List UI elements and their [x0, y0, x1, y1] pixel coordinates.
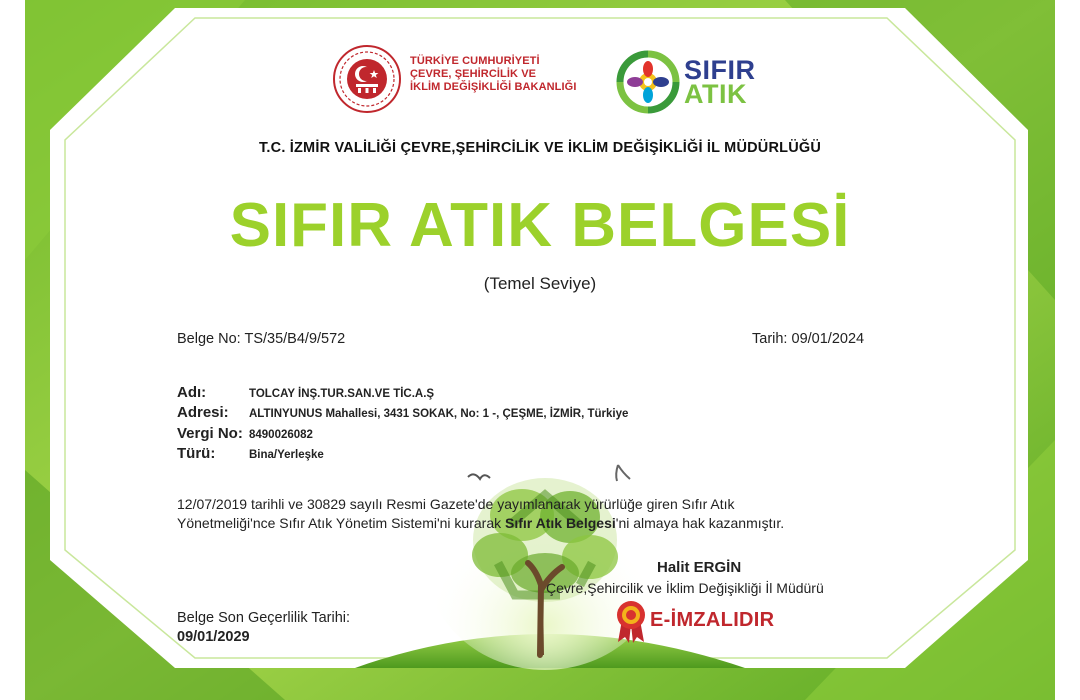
statement-bold-phrase: Sıfır Atık Belgesi [505, 515, 616, 531]
tax-number-value: 8490026082 [249, 429, 313, 441]
signatory-title: Çevre,Şehircilik ve İklim Değişikliği İl Müdürü [546, 580, 824, 596]
directorate-heading: T.C. İZMİR VALİLİĞİ ÇEVRE,ŞEHİRCİLİK VE İKLİM DEĞİŞİKLİĞİ İL MÜDÜRLÜĞÜ [258, 140, 822, 156]
type-label: Türü: [177, 445, 216, 462]
statement-line-1: 12/07/2019 tarihli ve 30829 sayılı Resmi Gazete'de yayımlanarak yürürlüğe giren Sıfır Atık [177, 496, 735, 512]
address-value: ALTINYUNUS Mahallesi, 3431 SOKAK, No: 1 -, ÇEŞME, İZMİR, Türkiye [249, 408, 629, 420]
document-number-value: TS/35/B4/9/572 [244, 331, 346, 347]
zero-waste-logo-text [684, 55, 764, 109]
logo-word-atik: ATIK [684, 79, 747, 109]
ministry-emblem-icon [332, 44, 402, 114]
document-date-label: Tarih: [752, 331, 788, 347]
certificate-title: SIFIR ATIK BELGESİ [229, 191, 851, 260]
certificate-level: (Temel Seviye) [483, 274, 597, 293]
statement-line-2-end: 'ni almaya hak kazanmıştır. [615, 515, 785, 531]
zero-waste-logo-icon [616, 50, 680, 114]
address-label: Adresi: [177, 404, 229, 421]
statement-line-2 [177, 514, 897, 533]
validity-date: 09/01/2029 [177, 629, 250, 645]
ministry-line-2: ÇEVRE, ŞEHİRCİLİK VE [410, 68, 537, 80]
logo-word-sifir: SIFIR [684, 55, 756, 85]
document-number-label: Belge No: [177, 331, 241, 347]
signatory-name: Halit ERGİN [657, 559, 742, 576]
document-date-value: 09/01/2024 [791, 331, 865, 347]
rosette-badge-icon [614, 600, 648, 644]
certificate-statement [177, 495, 897, 533]
ministry-line-3: İKLİM DEĞİŞİKLİĞİ BAKANLIĞI [410, 81, 577, 93]
ministry-name [410, 55, 610, 94]
type-value: Bina/Yerleşke [249, 449, 324, 461]
statement-line-2-start: Yönetmeliği'nce Sıfır Atık Yönetim Sistemi'ni kurarak [177, 515, 506, 531]
name-value: TOLCAY İNŞ.TUR.SAN.VE TİC.A.Ş [249, 388, 435, 400]
document-date [752, 331, 864, 347]
validity-label: Belge Son Geçerlilik Tarihi: [177, 610, 351, 626]
e-signature-label: E-İMZALIDIR [650, 609, 775, 631]
name-label: Adı: [177, 384, 207, 401]
tax-number-label: Vergi No: [177, 425, 243, 442]
ministry-line-1: TÜRKİYE CUMHURİYETİ [410, 55, 540, 67]
document-number [177, 331, 345, 347]
